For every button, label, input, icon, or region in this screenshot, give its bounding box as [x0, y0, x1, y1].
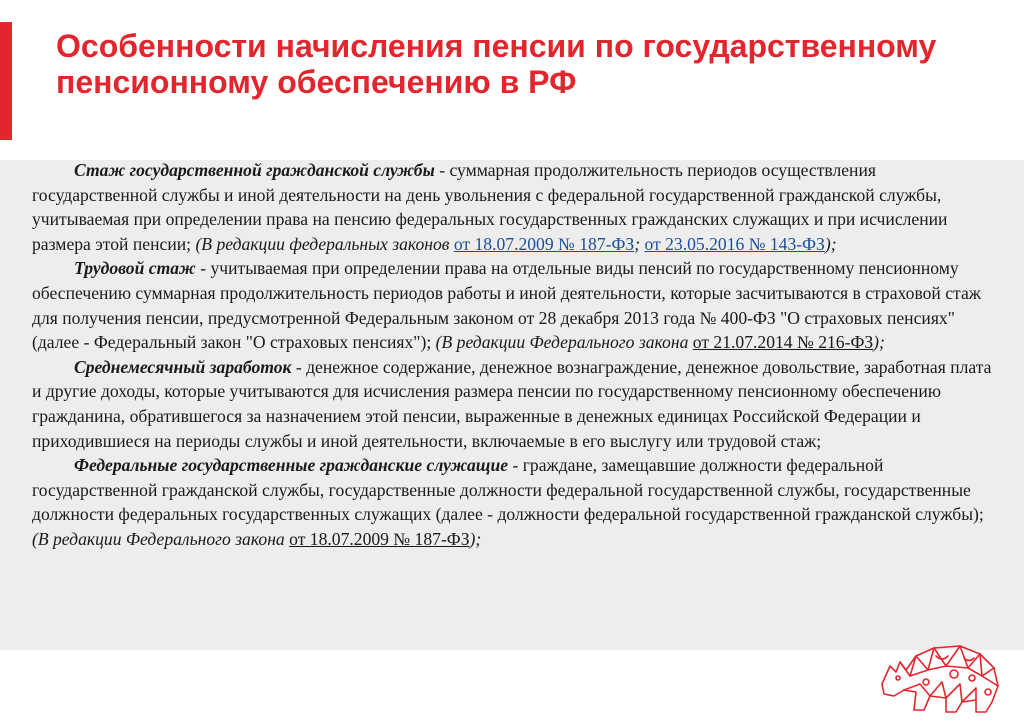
definition-text: - суммарная продолжительность периодов осуществления государственной службы и иной деятельности на день увольнения с федеральной государственной гражданской службы, учитываемая при определении права на пенсию федеральных государственных гражданских служащих и при исчислении размера этой пенсии;: [32, 160, 948, 254]
definition-paragraph: [32, 355, 1000, 453]
definition-term: Трудовой стаж: [74, 258, 196, 279]
definition-text: - учитываемая при определении права на отдельные виды пенсий по государственному пенсионному обеспечению суммарная продолжительность периодов работы и иной деятельности, которые засчитываются в страховой стаж для получения пенсии, предусмотренной Федеральным законом от 28 декабря 2013 года № 400-ФЗ "О страховых пенсиях" (далее - Федеральный закон "О страховых пенсиях");: [32, 258, 981, 353]
edit-note: [436, 332, 885, 352]
edit-suffix: );: [873, 332, 885, 353]
definition-term: Федеральные государственные гражданские служащие: [74, 455, 509, 476]
edit-prefix: (В редакции Федерального закона: [435, 332, 693, 353]
edit-note: [195, 234, 836, 254]
definition-term: Стаж государственной гражданской службы: [74, 160, 435, 180]
edit-prefix: (В редакции федеральных законов: [195, 233, 454, 254]
definition-term: Среднемесячный заработок: [74, 356, 292, 377]
edit-note: [32, 529, 481, 549]
edit-suffix: );: [469, 528, 482, 549]
definitions-text: [32, 158, 1000, 552]
law-link[interactable]: от 23.05.2016 № 143-ФЗ: [644, 233, 825, 254]
accent-bar: [0, 22, 12, 140]
law-link[interactable]: от 18.07.2009 № 187-ФЗ: [453, 233, 635, 254]
slide-title: Особенности начисления пенсии по государственному пенсионному обеспечению в РФ: [56, 28, 937, 100]
definition-paragraph: [32, 158, 1000, 256]
law-link[interactable]: от 21.07.2014 № 216-ФЗ: [692, 332, 874, 353]
edit-separator: ;: [634, 233, 645, 254]
edit-prefix: (В редакции Федерального закона: [32, 528, 290, 549]
definition-text: - денежное содержание, денежное вознаграждение, денежное довольствие, заработная плата и другие доходы, которые учитываются для исчисления размера пенсии по государственному пенсионному обеспечению гражданина, обратившегося за назначением этой пенсии, выраженные в денежных единицах Российской Федерации и приходившиеся на периоды службы и иной деятельности, включаемые в его выслугу или трудовой стаж;: [32, 356, 992, 451]
definition-paragraph: [32, 256, 1000, 354]
law-link[interactable]: от 18.07.2009 № 187-ФЗ: [289, 528, 470, 549]
definition-text: - граждане, замещавшие должности федеральной государственной гражданской службы, государственные должности федеральной государственной службы, государственные должности федеральных государственных служащих (далее - должности федеральной государственной гражданской службы);: [32, 455, 984, 525]
edit-suffix: );: [824, 233, 837, 254]
definition-paragraph: [32, 453, 1000, 551]
rhino-logo-icon: [876, 626, 1006, 716]
